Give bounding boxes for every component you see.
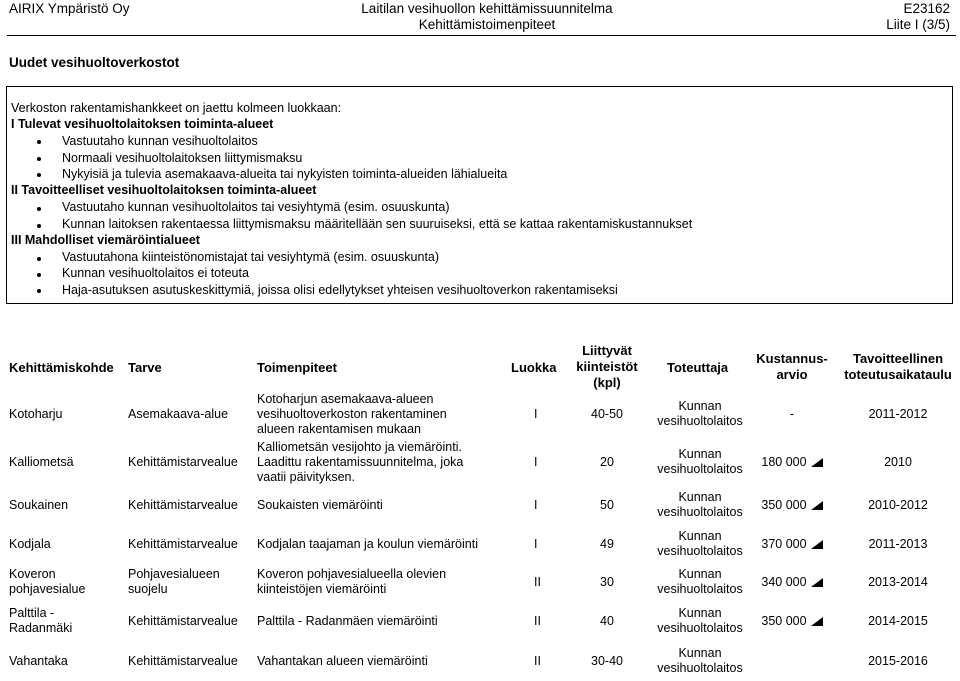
cell-toteuttaja-line: vesihuoltolaitos bbox=[657, 661, 743, 675]
cell-toteuttaja-line: vesihuoltolaitos bbox=[657, 505, 743, 519]
class-bullet: Vastuutaho kunnan vesihuoltolaitos tai vesiyhtymä (esim. osuuskunta) bbox=[62, 200, 450, 214]
cell-kohde bbox=[9, 567, 85, 597]
cell-luokka bbox=[534, 498, 537, 513]
cell-luokka bbox=[534, 654, 541, 669]
col-header-kiinteistot bbox=[564, 343, 650, 391]
cell-kustannus-value: - bbox=[789, 406, 795, 421]
cell-toteuttaja-line: vesihuoltolaitos bbox=[657, 462, 743, 476]
cell-kustannus-value: 340 000 bbox=[761, 574, 807, 589]
col-header-aikataulu bbox=[838, 351, 958, 383]
cell-toteuttaja-line: Kunnan bbox=[678, 490, 722, 504]
bullet-icon bbox=[37, 257, 41, 261]
cell-luokka bbox=[534, 575, 541, 590]
class-bullet: Normaali vesihuoltolaitoksen liittymismaksu bbox=[62, 151, 303, 165]
cell-tarve bbox=[128, 654, 238, 669]
cell-kiinteistot bbox=[564, 537, 650, 552]
cell-kiinteistot-line: 20 bbox=[600, 454, 614, 469]
bullet-icon bbox=[37, 273, 41, 277]
cell-aikataulu bbox=[838, 455, 958, 470]
col-header-kustannus bbox=[748, 351, 836, 383]
cell-toimenpiteet-line: Koveron pohjavesialueella olevien bbox=[257, 567, 447, 581]
cell-kohde-line: Kotoharju bbox=[9, 406, 63, 421]
cell-toimenpiteet bbox=[257, 567, 446, 597]
cell-aikataulu-line: 2014-2015 bbox=[868, 613, 928, 628]
cell-kohde-line: pohjavesialue bbox=[9, 582, 86, 596]
class-bullet: Vastuutaho kunnan vesihuoltolaitos bbox=[62, 134, 258, 148]
cell-toteuttaja-line: vesihuoltolaitos bbox=[657, 582, 743, 596]
cell-kustannus-value: 350 000 bbox=[761, 613, 807, 628]
cell-toteuttaja-line: Kunnan bbox=[678, 399, 722, 413]
cell-aikataulu bbox=[838, 614, 958, 629]
col-header-tarve: Tarve bbox=[128, 360, 162, 375]
cell-aikataulu bbox=[838, 498, 958, 513]
cell-toimenpiteet bbox=[257, 654, 428, 669]
cell-kustannus-value: 350 000 bbox=[761, 497, 807, 512]
cell-aikataulu-line: 2015-2016 bbox=[868, 653, 928, 668]
cell-kustannus bbox=[752, 498, 832, 513]
cell-kustannus bbox=[752, 455, 832, 470]
cell-kiinteistot-line: 49 bbox=[600, 536, 614, 551]
cell-aikataulu-line: 2010-2012 bbox=[868, 497, 928, 512]
cell-tarve-line: Asemakaava-alue bbox=[128, 406, 229, 421]
cell-toteuttaja bbox=[650, 606, 750, 636]
cell-aikataulu bbox=[838, 537, 958, 552]
cell-kiinteistot bbox=[564, 614, 650, 629]
cell-kiinteistot-line: 40 bbox=[600, 613, 614, 628]
cell-toimenpiteet-line: Laadittu rakentamissuunnitelma, joka bbox=[257, 454, 464, 469]
cell-toimenpiteet-line: vesihuoltoverkoston rakentaminen bbox=[257, 406, 447, 421]
cell-tarve bbox=[128, 455, 238, 470]
cell-kiinteistot bbox=[564, 455, 650, 470]
cell-kiinteistot bbox=[564, 654, 650, 669]
cell-aikataulu bbox=[838, 407, 958, 422]
cell-kustannus bbox=[752, 575, 832, 590]
cell-kohde-line: Kodjala bbox=[9, 536, 51, 551]
cell-tarve bbox=[128, 567, 220, 597]
cell-kiinteistot-line: 50 bbox=[600, 497, 614, 512]
cell-toteuttaja bbox=[650, 490, 750, 520]
currency-triangle-icon bbox=[811, 540, 823, 549]
cell-tarve-line: suojelu bbox=[128, 582, 168, 596]
cell-kohde bbox=[9, 654, 68, 669]
class-bullet: Vastuutahona kiinteistönomistajat tai vesiyhtymä (esim. osuuskunta) bbox=[62, 250, 440, 264]
cell-toteuttaja bbox=[650, 646, 750, 676]
cell-toimenpiteet bbox=[257, 614, 438, 629]
cell-aikataulu-line: 2013-2014 bbox=[868, 574, 928, 589]
col-header-kohde: Kehittämiskohde bbox=[9, 360, 114, 375]
bullet-icon bbox=[37, 140, 41, 144]
classification-intro: Verkoston rakentamishankkeet on jaettu kolmeen luokkaan: bbox=[11, 101, 342, 115]
cell-tarve-line: Kehittämistarvealue bbox=[128, 497, 238, 512]
header-divider bbox=[7, 35, 956, 36]
cell-toteuttaja-line: Kunnan bbox=[678, 447, 722, 461]
header-line: arvio bbox=[776, 367, 808, 382]
cell-luokka bbox=[534, 407, 537, 422]
cell-kohde bbox=[9, 455, 74, 470]
document-title bbox=[337, 1, 637, 33]
cell-tarve-line: Pohjavesialueen bbox=[128, 567, 220, 581]
cell-luokka-line: I bbox=[534, 406, 538, 421]
doc-code: E23162 bbox=[903, 1, 950, 16]
cell-toimenpiteet bbox=[257, 392, 447, 437]
cell-toteuttaja-line: Kunnan bbox=[678, 606, 722, 620]
cell-toimenpiteet-line: alueen rakentamisen mukaan bbox=[257, 421, 421, 436]
cell-kiinteistot-line: 40-50 bbox=[591, 406, 623, 421]
cell-toimenpiteet-line: Vahantakan alueen viemäröinti bbox=[257, 653, 428, 668]
col-header-toteuttaja: Toteuttaja bbox=[667, 360, 729, 375]
cell-kohde-line: Palttila - bbox=[9, 606, 55, 620]
cell-kohde-line: Soukainen bbox=[9, 497, 69, 512]
company-name: AIRIX Ympäristö Oy bbox=[9, 1, 130, 16]
currency-triangle-icon bbox=[811, 458, 823, 467]
cell-luokka-line: II bbox=[534, 653, 541, 668]
col-header-luokka: Luokka bbox=[511, 360, 557, 375]
cell-aikataulu-line: 2011-2012 bbox=[868, 406, 928, 421]
doc-subtitle: Kehittämistoimenpiteet bbox=[418, 17, 556, 32]
cell-luokka-line: II bbox=[534, 613, 541, 628]
bullet-icon bbox=[37, 224, 41, 228]
class-bullet: Kunnan laitoksen rakentaessa liittymismaksu määritellään sen suuruiseksi, että se kattaa rakentamiskustannukset bbox=[62, 217, 693, 231]
cell-toteuttaja-line: vesihuoltolaitos bbox=[657, 544, 743, 558]
cell-tarve bbox=[128, 614, 238, 629]
cell-toteuttaja bbox=[650, 567, 750, 597]
bullet-icon bbox=[37, 207, 41, 211]
doc-title: Laitilan vesihuollon kehittämissuunnitelma bbox=[361, 1, 613, 16]
header-line: toteutusaikataulu bbox=[844, 367, 952, 382]
cell-toimenpiteet bbox=[257, 498, 383, 513]
cell-kustannus bbox=[752, 614, 832, 629]
cell-toteuttaja bbox=[650, 399, 750, 429]
cell-aikataulu bbox=[838, 654, 958, 669]
cell-tarve bbox=[128, 498, 238, 513]
cell-aikataulu-line: 2011-2013 bbox=[868, 536, 928, 551]
cell-luokka-line: I bbox=[534, 454, 538, 469]
cell-tarve-line: Kehittämistarvealue bbox=[128, 653, 238, 668]
cell-toimenpiteet-line: kiinteistöjen viemäröinti bbox=[257, 582, 387, 596]
class-heading: I Tulevat vesihuoltolaitoksen toiminta-alueet bbox=[11, 117, 274, 131]
cell-tarve bbox=[128, 537, 238, 552]
cell-luokka bbox=[534, 537, 537, 552]
cell-kiinteistot bbox=[564, 407, 650, 422]
class-heading: III Mahdolliset viemäröintialueet bbox=[11, 233, 200, 247]
bullet-icon bbox=[37, 173, 41, 177]
cell-kiinteistot bbox=[564, 498, 650, 513]
cell-toteuttaja-line: Kunnan bbox=[678, 646, 722, 660]
cell-kiinteistot-line: 30-40 bbox=[591, 653, 623, 668]
header-line: Kustannus- bbox=[756, 351, 828, 366]
class-bullet: Nykyisiä ja tulevia asemakaava-alueita tai nykyisten toiminta-alueiden lähialueita bbox=[62, 167, 508, 181]
cell-toimenpiteet bbox=[257, 440, 463, 485]
appendix-label: Liite I (3/5) bbox=[886, 17, 950, 32]
cell-tarve-line: Kehittämistarvealue bbox=[128, 454, 238, 469]
cell-toimenpiteet bbox=[257, 537, 478, 552]
cell-kustannus bbox=[752, 407, 832, 422]
bullet-icon bbox=[37, 157, 41, 161]
header-line: Tavoitteellinen bbox=[852, 351, 944, 366]
cell-toteuttaja bbox=[650, 447, 750, 477]
cell-kiinteistot bbox=[564, 575, 650, 590]
class-bullet: Kunnan vesihuoltolaitos ei toteuta bbox=[62, 266, 249, 280]
header-line: (kpl) bbox=[593, 375, 621, 390]
cell-toteuttaja-line: Kunnan bbox=[678, 567, 722, 581]
cell-kustannus-value: 180 000 bbox=[761, 454, 807, 469]
cell-kiinteistot-line: 30 bbox=[600, 574, 614, 589]
cell-kohde bbox=[9, 537, 51, 552]
cell-kohde bbox=[9, 606, 72, 636]
col-header-toimenpiteet: Toimenpiteet bbox=[257, 360, 337, 375]
cell-kohde-line: Radanmäki bbox=[9, 621, 73, 635]
cell-aikataulu-line: 2010 bbox=[884, 454, 912, 469]
cell-tarve-line: Kehittämistarvealue bbox=[128, 536, 238, 551]
cell-toimenpiteet-line: Kodjalan taajaman ja koulun viemäröinti bbox=[257, 536, 478, 551]
class-heading: II Tavoitteelliset vesihuoltolaitoksen toiminta-alueet bbox=[11, 183, 317, 197]
cell-kustannus-value: 370 000 bbox=[761, 536, 807, 551]
header-line: Liittyvät bbox=[582, 343, 632, 358]
section-title: Uudet vesihuoltoverkostot bbox=[9, 55, 180, 70]
cell-toimenpiteet-line: Kotoharjun asemakaava-alueen bbox=[257, 391, 434, 406]
cell-luokka bbox=[534, 455, 537, 470]
cell-luokka-line: I bbox=[534, 536, 538, 551]
cell-toimenpiteet-line: vaatii päivityksen. bbox=[257, 469, 355, 484]
cell-toteuttaja bbox=[650, 529, 750, 559]
cell-kustannus bbox=[752, 537, 832, 552]
cell-aikataulu bbox=[838, 575, 958, 590]
currency-triangle-icon bbox=[811, 578, 823, 587]
cell-kohde-line: Kalliometsä bbox=[9, 454, 74, 469]
cell-tarve bbox=[128, 407, 228, 422]
bullet-icon bbox=[37, 289, 41, 293]
cell-toteuttaja-line: vesihuoltolaitos bbox=[657, 414, 743, 428]
cell-toteuttaja-line: Kunnan bbox=[678, 529, 722, 543]
currency-triangle-icon bbox=[811, 501, 823, 510]
cell-luokka-line: II bbox=[534, 574, 541, 589]
cell-toimenpiteet-line: Kalliometsän vesijohto ja viemäröinti. bbox=[257, 439, 462, 454]
cell-kohde-line: Koveron bbox=[9, 567, 56, 581]
cell-kohde-line: Vahantaka bbox=[9, 653, 68, 668]
cell-luokka-line: I bbox=[534, 497, 538, 512]
header-line: kiinteistöt bbox=[576, 359, 638, 374]
cell-toimenpiteet-line: Soukaisten viemäröinti bbox=[257, 497, 383, 512]
class-bullet: Haja-asutuksen asutuskeskittymiä, joissa olisi edellytykset yhteisen vesihuoltoverkon rakentamiseksi bbox=[62, 283, 618, 297]
document-ref bbox=[886, 1, 950, 33]
cell-kohde bbox=[9, 498, 68, 513]
classification-box bbox=[6, 86, 953, 304]
cell-kohde bbox=[9, 407, 63, 422]
cell-tarve-line: Kehittämistarvealue bbox=[128, 613, 238, 628]
cell-toimenpiteet-line: Palttila - Radanmäen viemäröinti bbox=[257, 613, 438, 628]
cell-toteuttaja-line: vesihuoltolaitos bbox=[657, 621, 743, 635]
cell-luokka bbox=[534, 614, 541, 629]
currency-triangle-icon bbox=[811, 617, 823, 626]
